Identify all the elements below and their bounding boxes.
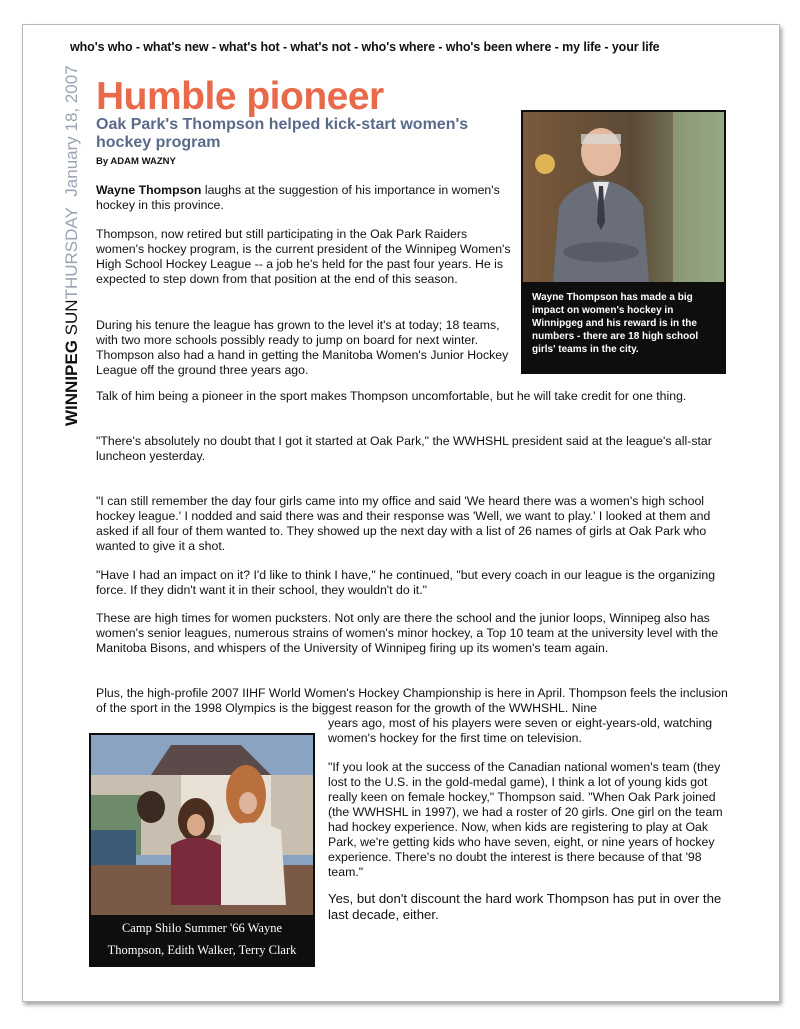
article-headline: Humble pioneer	[96, 75, 384, 118]
article-closing-paragraph: Yes, but don't discount the hard work Thompson has put in over the last decade, either.	[328, 891, 722, 922]
masthead-paper-name: WINNIPEG	[62, 340, 81, 426]
lead-name: Wayne Thompson	[96, 183, 202, 197]
article-paragraph-7: "Have I had an impact on it? I'd like to think I have," he continued, "but every coach in our league is the organizing force. If they didn't want it in their school, they wouldn't do it."	[96, 568, 716, 597]
camp-shilo-caption-line-2: Thompson, Edith Walker, Terry Clark	[107, 943, 297, 957]
camp-shilo-group-photo	[91, 735, 313, 915]
masthead-day: THURSDAY	[62, 207, 81, 300]
article-paragraph-2: Thompson, now retired but still participating in the Oak Park Raiders women's hockey program, is the current president of the Winnipeg Women's High School Hockey League -- a job he's held for the past four years. He is expected to step down from that position at the end of this season.	[96, 227, 511, 286]
article-paragraph-5: "There's absolutely no doubt that I got it started at Oak Park," the WWHSHL president said at the league's all-star luncheon yesterday.	[96, 434, 712, 463]
camp-shilo-photo-caption	[91, 917, 313, 961]
masthead-date: January 18, 2007	[62, 65, 81, 197]
lead-text: laughs at the suggestion of his importance in women's hockey in this province.	[96, 183, 500, 212]
article-paragraph-9-continued: years ago, most of his players were seven or eight-years-old, watching women's hockey for the first time on television.	[328, 716, 713, 745]
article-paragraph-3: During his tenure the league has grown to the level it's at today; 18 teams, with two more schools possibly ready to jump on board for next winter. Thompson also had a hand in getting the Manitoba Women's Junior Hockey League off the ground three years ago.	[96, 318, 509, 377]
article-byline: By ADAM WAZNY	[96, 156, 176, 167]
thompson-portrait-photo	[523, 112, 724, 282]
camp-shilo-caption-line-1: Camp Shilo Summer '66 Wayne	[121, 921, 283, 935]
article-paragraph-8: These are high times for women pucksters. Not only are there the school and the junior loops, Winnipeg also has women's senior leagues, numerous strains of women's minor hockey, a Top 10 team at the university level with the Manitoba Bisons, and whispers of the University of Winnipeg firing up its women's team again.	[96, 611, 719, 655]
article-paragraph-4: Talk of him being a pioneer in the sport makes Thompson uncomfortable, but he will take credit for one thing.	[96, 389, 687, 403]
article-paragraph-6: "I can still remember the day four girls came into my office and said 'We heard there was a women's high school hockey league.' I nodded and said there was and their response was 'Well, we want to play.' I looked at them and asked if all four of them wanted to. They showed up the next day with a list of 26 names of girls at Oak Park who wanted to give it a shot.	[96, 494, 711, 553]
article-paragraph-10: "If you look at the success of the Canadian national women's team (they lost to the U.S. in the gold-medal game), I think a lot of young kids got really keen on female hockey," Thompson said. "When Oak Park joined (the WWHSHL in 1997), we had a roster of 20 girls. One girl on the team had hockey experience. Now, when kids are registering to play at Oak Park, we're getting kids who have seven, eight, or nine years of hockey experience. There's no doubt the interest is there because of that '98 team."	[328, 760, 723, 879]
article-subhead: Oak Park's Thompson helped kick-start women's hockey program	[96, 116, 469, 151]
masthead-sun: SUN	[62, 299, 81, 336]
thompson-photo-caption: Wayne Thompson has made a big impact on women's hockey in Winnipgeg and his reward is in the numbers - there are 18 high school girls' teams in the city.	[532, 292, 699, 355]
vertical-masthead	[60, 66, 84, 426]
article-paragraph-9: Plus, the high-profile 2007 IIHF World Women's Hockey Championship is here in April. Thompson feels the inclusion of the sport in the 1998 Olympics is the biggest reason for the growth of the WWHSHL. Nine	[96, 686, 728, 715]
thompson-photo-box	[521, 110, 726, 374]
top-navigation-strip: who's who - what's new - what's hot - what's not - who's where - who's been where - my life - your life	[70, 40, 660, 54]
camp-shilo-photo-box	[89, 733, 315, 967]
article-lead-paragraph	[96, 183, 516, 213]
